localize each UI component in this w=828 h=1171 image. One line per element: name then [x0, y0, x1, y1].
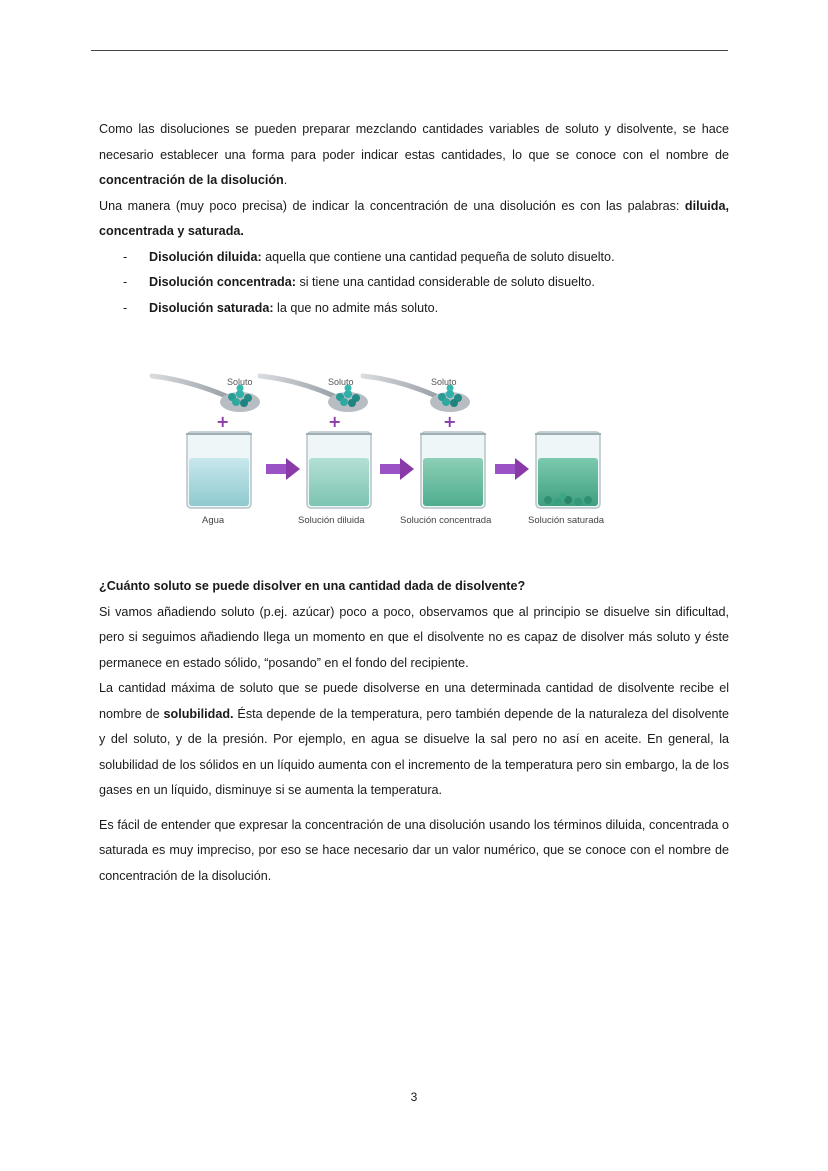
- plus-sign-2: +: [328, 412, 342, 431]
- soluto-label-3: Soluto: [431, 377, 457, 387]
- caption-concentrada: Solución concentrada: [400, 515, 492, 526]
- list-item-diluida: - Disolución diluida: aquella que contiene una cantidad pequeña de soluto disuelto.: [123, 249, 615, 264]
- plus-sign-1: +: [216, 412, 230, 431]
- arrow-icon-3: [495, 458, 529, 480]
- page-number: 3: [410, 1090, 418, 1104]
- solubility-section: [99, 574, 729, 889]
- intro-section: [99, 117, 729, 321]
- soluto-label-2: Soluto: [328, 377, 354, 387]
- beaker-concentrada: [420, 432, 486, 508]
- dissolution-figure: [148, 358, 618, 533]
- caption-diluida: Solución diluida: [298, 515, 365, 526]
- intro-paragraph-1: Como las disoluciones se pueden preparar mezclando cantidades variables de soluto y disolvente, se hace necesario establecer una forma para poder indicar estas cantidades, lo que se conoce con el nombre de concentración de la disolución.: [99, 122, 729, 187]
- arrow-icon-1: [266, 458, 300, 480]
- section-paragraph-3: Es fácil de entender que expresar la concentración de una disolución usando los términos diluida, concentrada o saturada es muy impreciso, por eso se hace necesario dar un valor numérico, que se conoce con el nombre de concentración de la disolución.: [99, 817, 729, 883]
- concentration-types-list: [99, 245, 729, 322]
- terms-bold: diluida, concentrada y saturada.: [99, 198, 729, 238]
- caption-agua: Agua: [202, 515, 225, 526]
- list-item-saturada: - Disolución saturada: la que no admite más soluto.: [123, 300, 439, 315]
- beaker-saturada: [535, 432, 601, 508]
- arrow-icon-2: [380, 458, 414, 480]
- section-title: ¿Cuánto soluto se puede disolver en una cantidad dada de disolvente?: [99, 579, 526, 593]
- caption-saturada: Solución saturada: [528, 515, 605, 526]
- list-item-concentrada: - Disolución concentrada: si tiene una cantidad considerable de soluto disuelto.: [123, 275, 595, 289]
- section-paragraph-1: Si vamos añadiendo soluto (p.ej. azúcar) poco a poco, observamos que al principio se disuelve sin dificultad, pero si seguimos añadiendo llega un momento en que el disolvente no es capaz de disolver más soluto y éste permanece en estado sólido, “posando” en el fondo del recipiente.: [99, 604, 729, 670]
- plus-sign-3: +: [443, 412, 457, 431]
- intro-paragraph-2: Una manera (muy poco precisa) de indicar la concentración de una disolución es con las palabras: diluida, concentrada y saturada.: [99, 198, 729, 238]
- header-rule: [91, 50, 728, 51]
- beaker-agua: [186, 432, 252, 508]
- section-paragraph-2: La cantidad máxima de soluto que se puede disolverse en una determinada cantidad de disolvente recibe el nombre de solubilidad. Ésta depende de la temperatura, pero también depende de la naturaleza del disolvente y del soluto, y de la presión. Por ejemplo, en agua se disuelve la sal pero no así en aceite. En general, la solubilidad de los sólidos en un líquido aumenta con el incremento de la temperatura pero sin embargo, la de los gases en un líquido, disminuye si se aumenta la temperatura.: [99, 681, 729, 797]
- beaker-diluida: [306, 432, 372, 508]
- soluto-label-1: Soluto: [227, 377, 253, 387]
- concentracion-bold: concentración de la disolución: [99, 173, 284, 187]
- solubilidad-bold: solubilidad.: [163, 706, 234, 721]
